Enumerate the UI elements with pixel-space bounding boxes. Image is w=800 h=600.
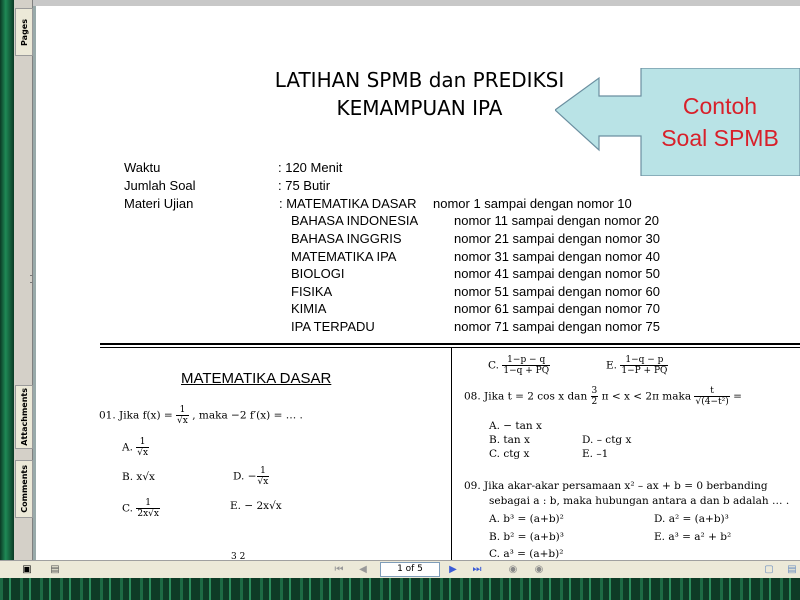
option-label: E. <box>606 359 618 372</box>
tab-comments-label: Comments <box>19 465 29 513</box>
tab-attachments[interactable] <box>15 385 33 449</box>
tab-pages-label: Pages <box>19 18 29 46</box>
fraction <box>620 355 668 376</box>
question-09-line2: sebagai a : b, maka hubungan antara a dan b adalah … . <box>489 495 790 507</box>
q07-option-e <box>606 355 668 376</box>
tab-attachments-label: Attachments <box>19 388 29 446</box>
tab-pages[interactable] <box>15 8 33 56</box>
waktu-value: : 120 Menit <box>278 160 343 175</box>
subject-name: KIMIA <box>291 301 327 316</box>
subject-name: MATEMATIKA IPA <box>291 249 397 264</box>
prev-page-icon[interactable]: ◀ <box>359 563 367 575</box>
frac-num: 1 <box>257 466 270 477</box>
q01-option-e: E. − 2x√x <box>230 500 282 512</box>
q08-option-e: E. –1 <box>582 448 609 460</box>
subject-range: nomor 1 sampai dengan nomor 10 <box>433 196 632 211</box>
subject-name: BAHASA INDONESIA <box>291 213 419 228</box>
callout-text <box>640 90 800 154</box>
jumlah-value: : 75 Butir <box>278 178 331 193</box>
navigation-panel <box>14 0 33 560</box>
q08-option-a: A. − tan x <box>489 420 542 432</box>
frac-num: 1 <box>136 498 160 509</box>
q09-option-b: B. b² = (a+b)³ <box>489 531 564 543</box>
waktu-label: Waktu <box>124 160 161 175</box>
option-label: C. <box>122 502 133 515</box>
q08-option-b: B. tan x <box>489 434 530 446</box>
fraction <box>502 355 550 376</box>
subject-range: nomor 51 sampai dengan nomor 60 <box>454 284 660 299</box>
subject-range: nomor 11 sampai dengan nomor 20 <box>454 213 659 228</box>
doc-title-line2: KEMAMPUAN IPA <box>336 96 503 120</box>
q01-text: 01. Jika f(x) = <box>99 409 177 422</box>
q09-option-d: D. a² = (a+b)³ <box>654 513 729 525</box>
q02-partial: 3 2 <box>231 552 246 560</box>
callout-line1: Contoh <box>682 93 758 119</box>
divider-top-thin <box>100 347 800 348</box>
option-label: D. − <box>233 470 257 483</box>
panel-toggle-icon[interactable]: ▣ <box>22 563 32 575</box>
fraction <box>176 405 189 426</box>
subject-name: BAHASA INGGRIS <box>291 231 402 246</box>
option-label: C. <box>488 359 499 372</box>
jumlah-label: Jumlah Soal <box>124 178 196 193</box>
go-forward-icon[interactable]: ◉ <box>534 563 544 575</box>
question-08 <box>464 386 742 407</box>
q08-option-c: C. ctg x <box>489 448 530 460</box>
frac-den: √x <box>137 448 149 458</box>
continuous-page-icon[interactable]: ▤ <box>787 563 797 575</box>
desktop-left-edge <box>0 0 14 600</box>
fraction <box>694 386 729 407</box>
single-page-icon[interactable]: ▢ <box>764 563 774 575</box>
page-layout-icon[interactable]: ▤ <box>50 563 60 575</box>
q08-text-mid: π < x < 2π maka <box>598 390 695 403</box>
materi-label: Materi Ujian <box>124 196 194 211</box>
q08-option-d: D. – ctg x <box>582 434 632 446</box>
column-divider <box>451 348 452 560</box>
fraction <box>136 498 160 519</box>
frac-num: 1 <box>176 405 189 416</box>
frac-num: 3 <box>591 386 598 396</box>
subject-name: BIOLOGI <box>291 266 345 281</box>
option-label: A. <box>122 441 133 454</box>
divider-top <box>100 343 800 345</box>
first-page-icon[interactable]: ⏮ <box>334 563 344 575</box>
frac-den: √(4−t²) <box>695 397 729 407</box>
frac-den: 1−P + PQ <box>621 366 668 376</box>
q09-option-e: E. a³ = a² + b² <box>654 531 732 543</box>
frac-den: 2 <box>591 397 598 407</box>
fraction <box>257 466 270 487</box>
go-back-icon[interactable]: ◉ <box>508 563 518 575</box>
doc-title-line1: LATIHAN SPMB dan PREDIKSI <box>274 68 565 92</box>
fraction <box>136 437 149 458</box>
frac-den: 2x√x <box>137 509 159 519</box>
q01-option-d <box>233 466 269 487</box>
q08-text-end: = <box>729 390 742 403</box>
subject-range: nomor 21 sampai dengan nomor 30 <box>454 231 660 246</box>
q08-text: 08. Jika t = 2 cos x dan <box>464 390 591 403</box>
subject-name: : MATEMATIKA DASAR <box>279 196 417 211</box>
desktop-background-strip <box>0 578 800 600</box>
subject-range: nomor 41 sampai dengan nomor 50 <box>454 266 660 281</box>
question-01 <box>99 405 303 426</box>
q09-option-a: A. b³ = (a+b)² <box>489 513 564 525</box>
page-number-field[interactable]: 1 of 5 <box>380 562 440 577</box>
frac-num: 1−p − q <box>502 355 550 366</box>
q01-option-b: B. x√x <box>122 471 155 483</box>
frac-den: √x <box>177 416 188 426</box>
tab-comments[interactable] <box>15 460 33 518</box>
q01-text-end: , maka −2 f′(x) = … . <box>188 409 303 422</box>
frac-den: √x <box>257 477 269 487</box>
next-page-icon[interactable]: ▶ <box>449 563 457 575</box>
q09-option-c: C. a³ = (a+b)² <box>489 548 564 560</box>
q01-option-c <box>122 498 160 519</box>
viewer-top-edge <box>33 0 800 6</box>
subject-range: nomor 61 sampai dengan nomor 70 <box>454 301 660 316</box>
question-09: 09. Jika akar-akar persamaan x² – ax + b = 0 berbanding <box>464 480 768 492</box>
callout-line2: Soal SPMB <box>661 125 779 151</box>
section-title: MATEMATIKA DASAR <box>181 370 332 387</box>
frac-num: 1 <box>136 437 149 448</box>
frac-num: 1−q − p <box>620 355 668 366</box>
subject-name: IPA TERPADU <box>291 319 375 334</box>
subject-name: FISIKA <box>291 284 333 299</box>
q01-option-a <box>122 437 149 458</box>
last-page-icon[interactable]: ⏭ <box>472 563 482 575</box>
frac-den: 1−q + PQ <box>503 366 550 376</box>
frac-num: t <box>694 386 729 397</box>
subject-range: nomor 31 sampai dengan nomor 40 <box>454 249 660 264</box>
subject-range: nomor 71 sampai dengan nomor 75 <box>454 319 660 334</box>
q07-option-c <box>488 355 550 376</box>
